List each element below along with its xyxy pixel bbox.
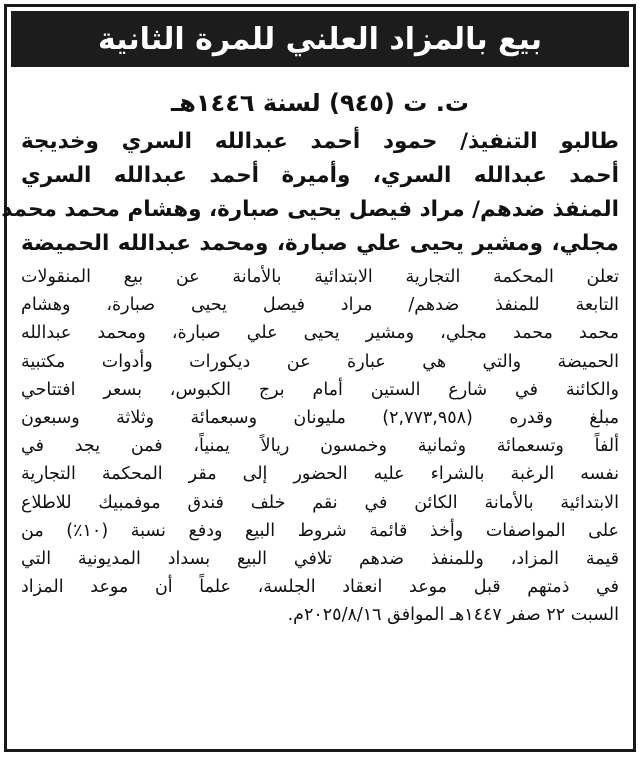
parties-line: مجلي، ومشير يحيى علي صبارة، ومحمد عبدالله الحميضة [21,231,619,256]
body-line: السبت ٢٢ صفر ١٤٤٧هـ الموافق ٢٠٢٥/٨/١٦م. [287,605,619,626]
auction-notice [1,4,636,752]
body-line: والكائنة في شارع الستين أمام برج الكبوس، بسعر افتتاحي [21,379,619,400]
body-line: نفسه الرغبة بالشراء عليه الحضور إلى مقر المحكمة التجارية [21,464,619,485]
case-number: ت. ت (٩٤٥) لسنة ١٤٤٦هـ [171,89,469,117]
parties-line: أحمد عبدالله السري، وأميرة أحمد عبدالله السري [21,163,619,188]
notice-body [21,263,619,630]
body-line: ألفاً وتسعمائة وثمانية وخمسون ريالاً يمنياً، فمن يجد في [21,436,619,457]
body-line: في ذمتهم قبل موعد انعقاد الجلسة، علماً أن موعد المزاد [21,577,619,598]
parties-block [1,125,619,261]
body-line: مبلغ وقدره (٢,٧٧٣,٩٥٨) مليونان وسبعمائة وثلاثة وسبعون [21,408,619,429]
notice-title: بيع بالمزاد العلني للمرة الثانية [97,21,543,57]
body-line: الحميضة والتي هي عبارة عن ديكورات وأدوات مكتبية [21,351,619,372]
notice-content [1,71,633,630]
body-line: التابعة للمنفذ ضدهم/ مراد فيصل يحيى صبارة، وهشام [21,295,619,316]
parties-line: المنفذ ضدهم/ مراد فيصل يحيى صبارة، وهشام محمد محمد [1,197,619,222]
body-line: تعلن المحكمة التجارية الابتدائية بالأمانة عن بيع المنقولات [21,267,619,287]
parties-line: طالبو التنفيذ/ حمود أحمد عبدالله السري وخديجة [21,129,619,154]
title-banner [11,11,629,67]
body-line: محمد محمد مجلي، ومشير يحيى علي صبارة، ومحمد عبدالله [21,323,619,344]
body-line: الابتدائية بالأمانة الكائن في نقم خلف فندق موفمبيك للاطلاع [21,492,619,513]
body-line: قيمة المزاد، وللمنفذ ضدهم تلافي البيع بسداد المديونية التي [21,549,619,570]
body-line: على المواصفات وأخذ قائمة شروط البيع ودفع نسبة (١٠٪) من [21,520,619,541]
